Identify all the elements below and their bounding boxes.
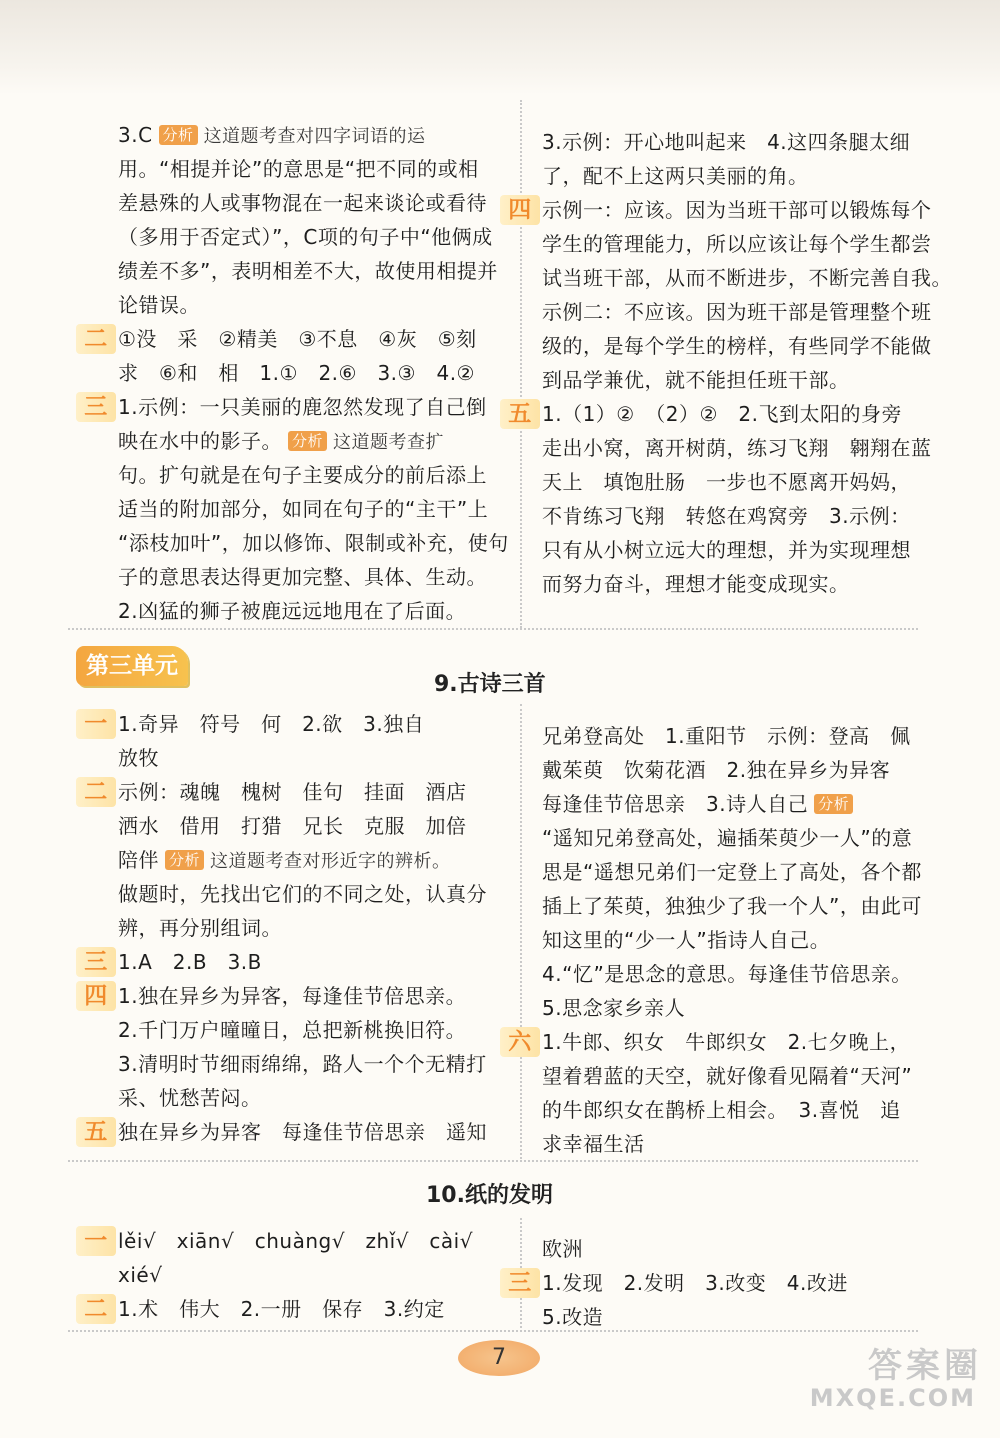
answer-text: 1.（1）② （2）② 2.飞到太阳的身旁 bbox=[542, 402, 902, 426]
answer-line bbox=[542, 957, 912, 991]
page-number: 7 bbox=[458, 1340, 540, 1376]
answer-text: 5.思念家乡亲人 bbox=[542, 996, 686, 1020]
answer-line bbox=[542, 295, 932, 329]
answer-text: 1.独在异乡为异客，每逢佳节倍思亲。 bbox=[118, 984, 467, 1008]
section-marker: 三 bbox=[500, 1268, 540, 1298]
answer-text: 用。“相提并论”的意思是“把不同的或相 bbox=[118, 157, 479, 181]
lesson-title: 9.古诗三首 bbox=[434, 672, 546, 697]
answer-text: 学生的管理能力，所以应该让每个学生都尝 bbox=[542, 232, 932, 256]
page-top-shade bbox=[0, 0, 1000, 95]
answer-line bbox=[542, 261, 952, 295]
answer-line bbox=[118, 186, 487, 220]
section-marker: 六 bbox=[500, 1027, 540, 1057]
section-marker: 一 bbox=[76, 1226, 116, 1256]
answer-line bbox=[542, 1300, 603, 1334]
answer-text: 望着碧蓝的天空，就好像看见隔着“天河” bbox=[542, 1064, 913, 1088]
analysis-tag: 分析 bbox=[165, 850, 204, 870]
answer-text: 求幸福生活 bbox=[542, 1132, 645, 1156]
section-marker: 一 bbox=[76, 709, 116, 739]
answer-text: “添枝加叶”，加以修饰、限制或补充，使句 bbox=[118, 531, 509, 555]
answer-line bbox=[542, 991, 685, 1025]
answer-text: lěi√ xiān√ chuàng√ zhǐ√ cài√ bbox=[118, 1229, 473, 1253]
answer-line bbox=[508, 1266, 848, 1300]
answer-line bbox=[542, 227, 932, 261]
lesson-title: 10.纸的发明 bbox=[426, 1183, 553, 1208]
divider bbox=[68, 1160, 918, 1162]
answer-text: 独在异乡为异客 每逢佳节倍思亲 遥知 bbox=[118, 1120, 487, 1144]
answer-text: 到品学兼优，就不能担任班干部。 bbox=[542, 368, 850, 392]
answer-line bbox=[508, 1025, 911, 1059]
answer-line bbox=[118, 594, 466, 628]
section-marker: 三 bbox=[76, 947, 116, 977]
answer-line bbox=[118, 458, 487, 492]
answer-text: 论错误。 bbox=[118, 293, 200, 317]
answer-line bbox=[542, 363, 850, 397]
answer-line bbox=[84, 390, 487, 424]
answer-line bbox=[118, 288, 200, 322]
answer-text: “遥知兄弟登高处，遍插茱萸少一人”的意 bbox=[542, 826, 913, 850]
answer-text: 采、忧愁苦闷。 bbox=[118, 1086, 262, 1110]
answer-text: 适当的附加部分，如同在句子的“主干”上 bbox=[118, 497, 489, 521]
watermark-logo: 答案圈 bbox=[868, 1346, 982, 1386]
watermark-url: MXQE.COM bbox=[809, 1384, 976, 1412]
answer-line bbox=[542, 159, 809, 193]
answer-text: 差悬殊的人或事物混在一起来谈论或看待 bbox=[118, 191, 487, 215]
answer-line bbox=[542, 125, 910, 159]
answer-text: 走出小窝，离开树荫，练习飞翔 翱翔在蓝 bbox=[542, 436, 932, 460]
answer-line bbox=[84, 322, 477, 356]
answer-line bbox=[84, 707, 425, 741]
answer-text: 不肯练习飞翔 转悠在鸡窝旁 3.示例： bbox=[542, 504, 911, 528]
answer-line bbox=[542, 923, 830, 957]
answer-line bbox=[542, 855, 922, 889]
answer-text: 映在水中的影子。 bbox=[118, 429, 282, 453]
answer-text: 1.A 2.B 3.B bbox=[118, 950, 262, 974]
answer-text: 做题时，先找出它们的不同之处，认真分 bbox=[118, 882, 487, 906]
answer-line bbox=[542, 1127, 645, 1161]
answer-text: 3.C bbox=[118, 123, 153, 147]
answer-text: 试当班干部，从而不断进步，不断完善自我。 bbox=[542, 266, 952, 290]
answer-line bbox=[542, 787, 859, 821]
answer-line bbox=[542, 889, 922, 923]
answer-line bbox=[542, 329, 932, 363]
answer-text: 每逢佳节倍思亲 3.诗人自己 bbox=[542, 792, 809, 816]
answer-text: （多用于否定式）”，C项的句子中“他俩成 bbox=[118, 225, 493, 249]
answer-line bbox=[84, 1224, 473, 1258]
answer-line bbox=[118, 492, 488, 526]
analysis-tag: 分析 bbox=[288, 431, 327, 451]
answer-line bbox=[508, 193, 932, 227]
answer-line bbox=[118, 843, 451, 879]
answer-text: 绩差不多”，表明相差不大，故使用相提并 bbox=[118, 259, 498, 283]
answer-line bbox=[118, 1047, 487, 1081]
answer-line bbox=[118, 1013, 466, 1047]
answer-text: 而努力奋斗，理想才能变成现实。 bbox=[542, 572, 850, 596]
answer-line bbox=[118, 424, 444, 460]
section-marker: 二 bbox=[76, 1294, 116, 1324]
answer-line bbox=[542, 431, 932, 465]
section-marker: 四 bbox=[500, 195, 540, 225]
answer-line bbox=[84, 1115, 487, 1149]
answer-line bbox=[118, 254, 498, 288]
answer-text: 示例一：应该。因为当班干部可以锻炼每个 bbox=[542, 198, 932, 222]
answer-text: 1.术 伟大 2.一册 保存 3.约定 bbox=[118, 1297, 445, 1321]
answer-text: 兄弟登高处 1.重阳节 示例：登高 佩 bbox=[542, 724, 911, 748]
answer-line bbox=[118, 356, 475, 390]
answer-text: 戴茱萸 饮菊花酒 2.独在异乡为异客 bbox=[542, 758, 891, 782]
answer-line bbox=[542, 1093, 901, 1127]
section-marker: 二 bbox=[76, 777, 116, 807]
section-marker: 五 bbox=[500, 399, 540, 429]
answer-line bbox=[542, 465, 911, 499]
answer-text: 插上了茱萸，独独少了我一个人”，由此可 bbox=[542, 894, 922, 918]
answer-text: 求 ⑥和 相 1.① 2.⑥ 3.③ 4.② bbox=[118, 361, 475, 385]
answer-line bbox=[118, 911, 282, 945]
analysis-tag: 分析 bbox=[159, 125, 198, 145]
answer-line bbox=[118, 1258, 162, 1292]
answer-text: 5.改造 bbox=[542, 1305, 604, 1329]
section-marker: 五 bbox=[76, 1117, 116, 1147]
analysis-text: 这道题考查对形近字的辨析。 bbox=[210, 851, 451, 872]
answer-line bbox=[542, 1059, 912, 1093]
answer-text: 洒水 借用 打猎 兄长 克服 加倍 bbox=[118, 814, 467, 838]
analysis-tag: 分析 bbox=[814, 794, 853, 814]
answer-text: 陪伴 bbox=[118, 848, 159, 872]
answer-line bbox=[542, 821, 912, 855]
answer-line bbox=[542, 1232, 583, 1266]
divider bbox=[68, 1330, 918, 1332]
section-marker: 二 bbox=[76, 324, 116, 354]
answer-text: 4.“忆”是思念的意思。每逢佳节倍思亲。 bbox=[542, 962, 912, 986]
answer-text: 辨，再分别组词。 bbox=[118, 916, 282, 940]
answer-text: 了，配不上这两只美丽的角。 bbox=[542, 164, 809, 188]
unit-badge: 第三单元 bbox=[76, 646, 188, 686]
divider bbox=[68, 628, 918, 630]
answer-line bbox=[118, 118, 426, 154]
answer-text: 级的，是每个学生的榜样，有些同学不能做 bbox=[542, 334, 932, 358]
answer-line bbox=[542, 499, 911, 533]
answer-text: 子的意思表达得更加完整、具体、生动。 bbox=[118, 565, 487, 589]
answer-line bbox=[508, 397, 902, 431]
answer-text: 2.凶猛的狮子被鹿远远地甩在了后面。 bbox=[118, 599, 467, 623]
answer-text: 放牧 bbox=[118, 746, 159, 770]
answer-text: 知这里的“少一人”指诗人自己。 bbox=[542, 928, 831, 952]
answer-line bbox=[542, 719, 911, 753]
answer-text: xié√ bbox=[118, 1263, 163, 1287]
analysis-text: 这道题考查扩 bbox=[333, 432, 445, 453]
answer-line bbox=[118, 1081, 262, 1115]
answer-line bbox=[542, 533, 911, 567]
answer-line bbox=[84, 1292, 445, 1326]
answer-text: 1.奇异 符号 何 2.欲 3.独自 bbox=[118, 712, 425, 736]
answer-line bbox=[84, 945, 262, 979]
section-marker: 四 bbox=[76, 981, 116, 1011]
answer-line bbox=[542, 567, 850, 601]
answer-line bbox=[118, 152, 479, 186]
answer-text: ①没 采 ②精美 ③不息 ④灰 ⑤刻 bbox=[118, 327, 477, 351]
answer-line bbox=[118, 877, 487, 911]
answer-line bbox=[118, 220, 493, 254]
answer-line bbox=[118, 741, 159, 775]
answer-text: 1.牛郎、织女 牛郎织女 2.七夕晚上， bbox=[542, 1030, 911, 1054]
answer-text: 示例二：不应该。因为班干部是管理整个班 bbox=[542, 300, 932, 324]
answer-line bbox=[84, 979, 467, 1013]
answer-text: 思是“遥想兄弟们一定登上了高处，各个都 bbox=[542, 860, 922, 884]
answer-text: 天上 填饱肚肠 一步也不愿离开妈妈， bbox=[542, 470, 911, 494]
answer-line bbox=[542, 753, 890, 787]
answer-line bbox=[118, 560, 487, 594]
answer-text: 欧洲 bbox=[542, 1237, 583, 1261]
answer-text: 示例：魂魄 槐树 佳句 挂面 酒店 bbox=[118, 780, 467, 804]
answer-text: 3.清明时节细雨绵绵，路人一个个无精打 bbox=[118, 1052, 487, 1076]
answer-text: 的牛郎织女在鹊桥上相会。 3.喜悦 追 bbox=[542, 1098, 901, 1122]
answer-text: 1.发现 2.发明 3.改变 4.改进 bbox=[542, 1271, 848, 1295]
section-marker: 三 bbox=[76, 392, 116, 422]
answer-text: 3.示例：开心地叫起来 4.这四条腿太细 bbox=[542, 130, 911, 154]
answer-line bbox=[118, 809, 467, 843]
answer-text: 2.千门万户曈曈日，总把新桃换旧符。 bbox=[118, 1018, 467, 1042]
answer-text: 1.示例：一只美丽的鹿忽然发现了自己倒 bbox=[118, 395, 487, 419]
answer-line bbox=[118, 526, 509, 560]
analysis-text: 这道题考查对四字词语的运 bbox=[203, 126, 426, 147]
answer-text: 句。扩句就是在句子主要成分的前后添上 bbox=[118, 463, 487, 487]
answer-line bbox=[84, 775, 467, 809]
answer-text: 只有从小树立远大的理想，并为实现理想 bbox=[542, 538, 911, 562]
